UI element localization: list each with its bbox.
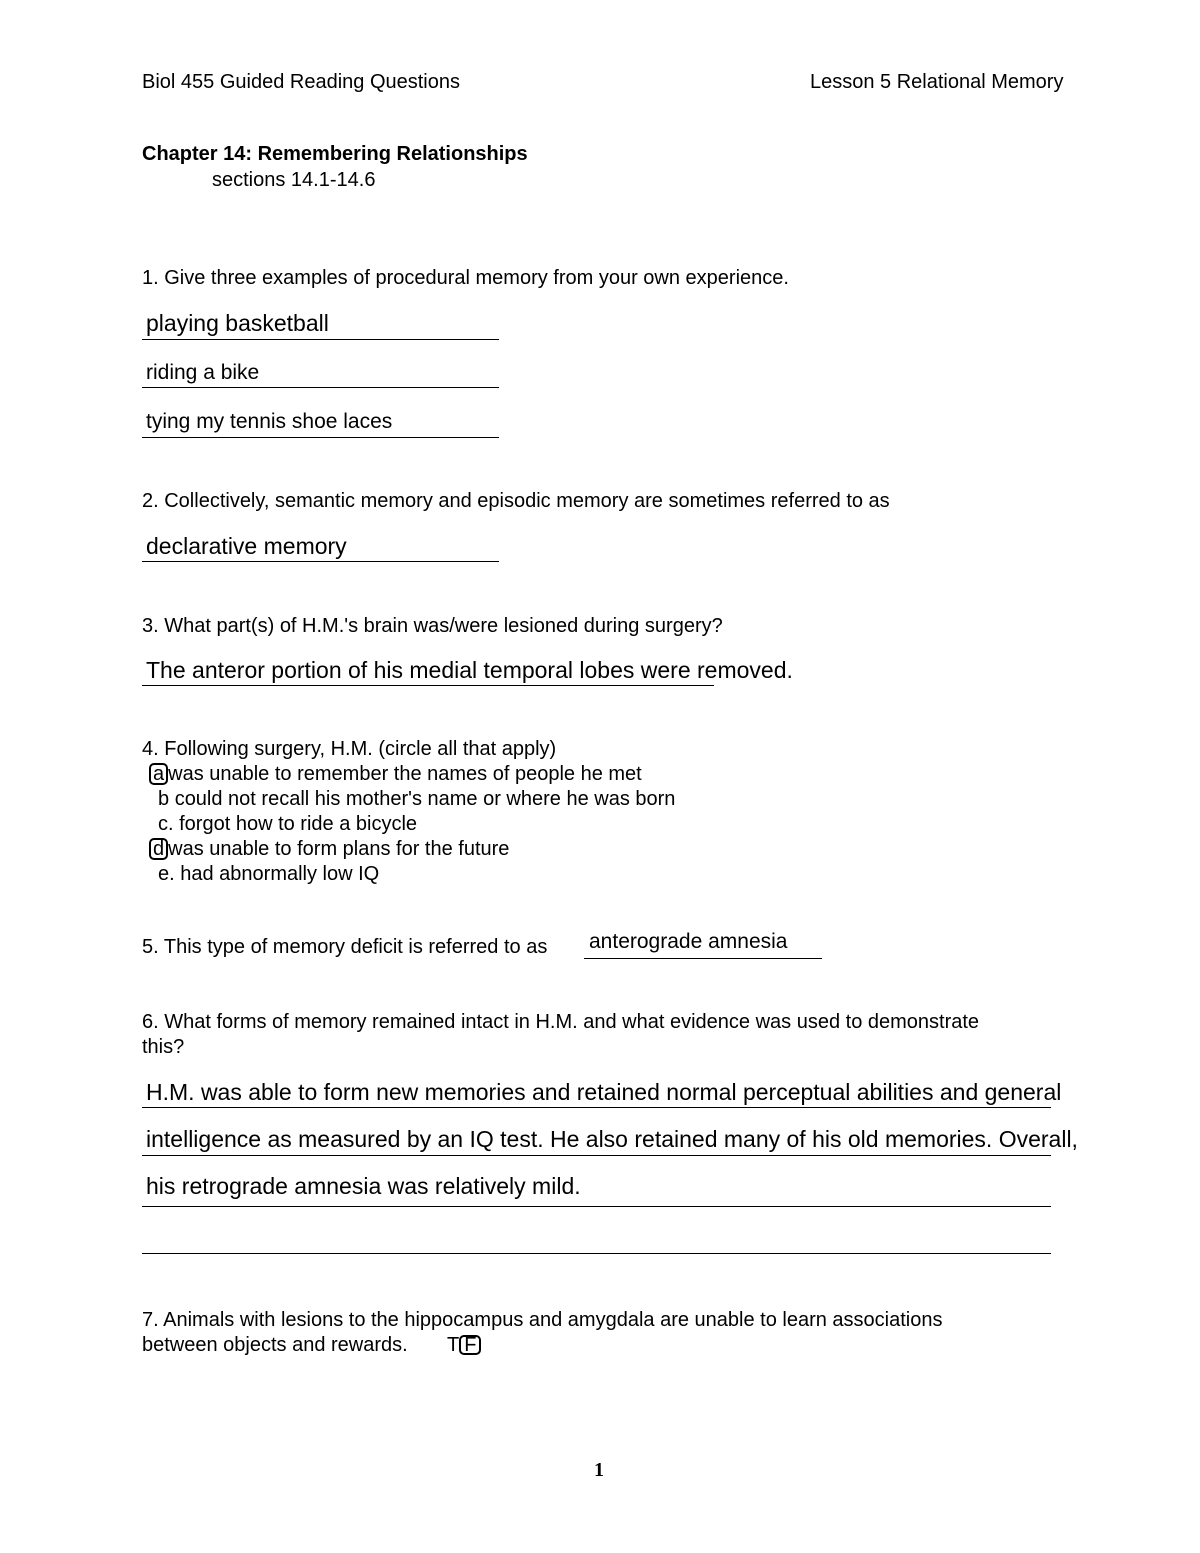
- q4-option-e-letter: e.: [158, 863, 175, 885]
- q3-prompt: 3. What part(s) of H.M.'s brain was/were lesioned during surgery?: [142, 615, 723, 637]
- q7-false-option-circled[interactable]: F: [459, 1335, 481, 1355]
- header-right: Lesson 5 Relational Memory: [810, 71, 1064, 93]
- q1-prompt: 1. Give three examples of procedural memory from your own experience.: [142, 267, 789, 289]
- q6-answer-2[interactable]: intelligence as measured by an IQ test. He also retained many of his old memories. Overall,: [146, 1126, 1078, 1152]
- q6-answer-4-line[interactable]: [142, 1253, 1051, 1254]
- q6-answer-1-line: [142, 1107, 1051, 1108]
- q6-answer-2-line: [142, 1155, 1051, 1156]
- header-left: Biol 455 Guided Reading Questions: [142, 71, 460, 93]
- q6-answer-3-line: [142, 1206, 1051, 1207]
- q4-option-b-letter: b: [158, 788, 170, 810]
- q4-option-c[interactable]: [158, 813, 417, 836]
- q2-answer[interactable]: declarative memory: [146, 533, 347, 559]
- q4-option-d[interactable]: [149, 838, 509, 861]
- q1-answer-1-line: [142, 339, 499, 340]
- q4-option-b[interactable]: [158, 788, 675, 811]
- q4-option-d-text: was unable to form plans for the future: [168, 838, 510, 860]
- q1-answer-2[interactable]: riding a bike: [146, 361, 260, 384]
- q7-true-false[interactable]: [447, 1334, 481, 1357]
- q4-option-a[interactable]: [149, 763, 642, 786]
- q4-option-a-letter-circled: a: [149, 763, 168, 785]
- q4-option-c-letter: c.: [158, 813, 174, 835]
- q2-prompt: 2. Collectively, semantic memory and episodic memory are sometimes referred to as: [142, 490, 890, 512]
- q4-option-a-text: was unable to remember the names of people he met: [168, 763, 642, 785]
- q4-option-b-text: could not recall his mother's name or where he was born: [174, 788, 676, 810]
- q5-answer[interactable]: anterograde amnesia: [589, 930, 788, 953]
- q3-answer-line: [142, 685, 714, 686]
- q1-answer-3-line: [142, 437, 499, 438]
- q5-prompt: 5. This type of memory deficit is referred to as: [142, 936, 548, 958]
- page-number: 1: [594, 1459, 604, 1481]
- q6-prompt-line1: 6. What forms of memory remained intact in H.M. and what evidence was used to demonstrate: [142, 1011, 980, 1033]
- q6-answer-1[interactable]: H.M. was able to form new memories and retained normal perceptual abilities and general: [146, 1079, 1062, 1105]
- q5-answer-line: [584, 958, 822, 959]
- q4-prompt: 4. Following surgery, H.M. (circle all that apply): [142, 738, 557, 760]
- q7-prompt-line1: 7. Animals with lesions to the hippocampus and amygdala are unable to learn associations: [142, 1309, 943, 1331]
- q4-option-d-letter-circled: d: [149, 838, 168, 860]
- q4-option-c-text: forgot how to ride a bicycle: [179, 813, 418, 835]
- q6-answer-3[interactable]: his retrograde amnesia was relatively mild.: [146, 1173, 581, 1199]
- q6-prompt-line2: this?: [142, 1036, 185, 1058]
- q1-answer-2-line: [142, 387, 499, 388]
- q7-true-option[interactable]: T: [447, 1334, 460, 1356]
- q1-answer-1[interactable]: playing basketball: [146, 310, 329, 336]
- q3-answer[interactable]: The anteror portion of his medial temporal lobes were removed.: [146, 657, 793, 683]
- q1-answer-3[interactable]: tying my tennis shoe laces: [146, 410, 393, 433]
- chapter-sections: sections 14.1-14.6: [212, 169, 376, 191]
- chapter-title: Chapter 14: Remembering Relationships: [142, 143, 528, 165]
- q4-option-e[interactable]: [158, 863, 379, 886]
- q7-prompt-line2: between objects and rewards.: [142, 1334, 408, 1356]
- q2-answer-line: [142, 561, 499, 562]
- q4-option-e-text: had abnormally low IQ: [180, 863, 380, 885]
